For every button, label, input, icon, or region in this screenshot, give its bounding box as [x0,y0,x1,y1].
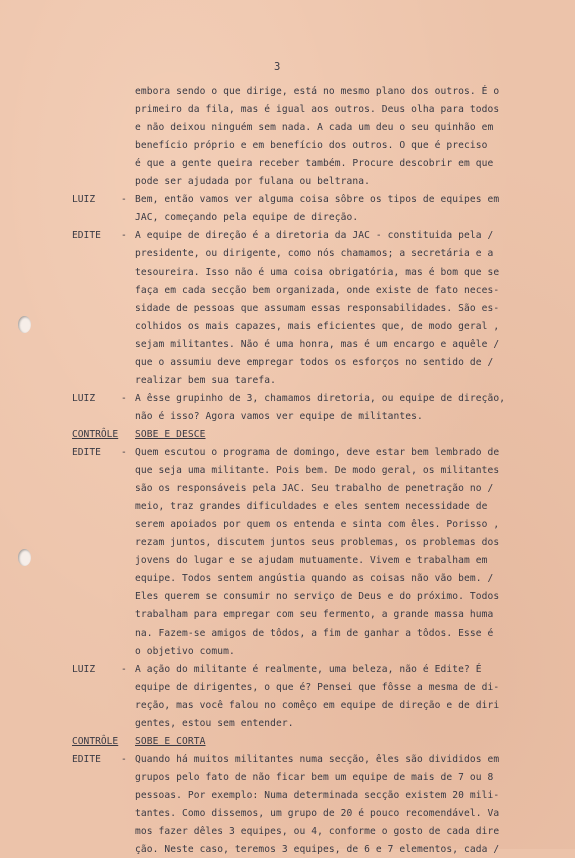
speaker-dash: - [121,194,127,205]
dialogue-line: embora sendo o que dirige, está no mesmo plano dos outros. É o [135,86,500,97]
dialogue-line: grupos pelo fato de não ficar bem um equipe de mais de 7 ou 8 [135,772,494,783]
stage-direction-label: CONTRÔLE [72,736,119,747]
dialogue-line: primeiro da fila, mas é igual aos outros. Deus olha para todos [135,104,500,115]
dialogue-line: Eles querem se consumir no serviço de Deus e do próximo. Todos [135,591,500,602]
speaker-label: LUIZ [72,393,96,404]
dialogue-line: trabalham para empregar com seu fermento, a grande massa huma [135,609,494,620]
dialogue-line: sejam militantes. Não é uma honra, mas é um encargo e aquêle / [135,339,500,350]
dialogue-line: meio, traz grandes dificuldades e eles sentem necessidade de [135,501,488,512]
dialogue-line: gentes, estou sem entender. [135,718,294,729]
dialogue-line: pode ser ajudada por fulana ou beltrana. [135,176,371,187]
speaker-label: EDITE [72,230,101,241]
punch-hole [18,549,31,566]
dialogue-line: A equipe de direção é a diretoria da JAC - constituida pela / [135,230,494,241]
dialogue-line: o objetivo comum. [135,646,235,657]
dialogue-line: tantes. Como dissemos, um grupo de 20 é pouco recomendável. Va [135,808,500,819]
dialogue-line: jovens do lugar e se ajudam mutuamente. Vivem e trabalham em [135,555,488,566]
speaker-dash: - [121,754,127,765]
dialogue-line: e não deixou ninguém sem nada. A cada um deu o seu quinhão em [135,122,494,133]
dialogue-line: A ação do militante é realmente, uma beleza, não é Edite? É [135,664,482,675]
dialogue-line: não é isso? Agora vamos ver equipe de militantes. [135,411,423,422]
speaker-label: EDITE [72,754,101,765]
dialogue-line: são os responsáveis pela JAC. Seu trabalho de penetração no / [135,483,494,494]
dialogue-line: presidente, ou dirigente, como nós chamamos; a secretária e a [135,248,494,259]
speaker-label: LUIZ [72,664,96,675]
dialogue-line: que seja uma militante. Pois bem. De modo geral, os militantes [135,465,500,476]
dialogue-line: equipe. Todos sentem angústia quando as coisas não vão bem. / [135,573,494,584]
punch-hole [18,316,31,333]
dialogue-line: ção. Neste caso, teremos 3 equipes, de 6 e 7 elementos, cada / [135,844,500,855]
dialogue-line: tesoureira. Isso não é uma coisa obrigatória, mas é bom que se [135,267,500,278]
speaker-dash: - [121,664,127,675]
dialogue-line: colhidos os mais capazes, mais eficientes que, de modo geral , [135,321,500,332]
dialogue-line: reção, mas você falou no comêço em equipe de direção e de diri [135,700,500,711]
dialogue-line: é que a gente queira receber também. Procure descobrir em que [135,158,494,169]
dialogue-line: rezam juntos, discutem juntos seus problemas, os problemas dos [135,537,500,548]
dialogue-line: pessoas. Por exemplo: Numa determinada secção existem 20 mili- [135,790,500,801]
dialogue-line: sidade de pessoas que assumam essas responsabilidades. São es- [135,303,500,314]
dialogue-line: Quem escutou o programa de domingo, deve estar bem lembrado de [135,447,500,458]
dialogue-line: Bem, então vamos ver alguma coisa sôbre os tipos de equipes em [135,194,500,205]
dialogue-line: Quando há muitos militantes numa secção, êles são divididos em [135,754,500,765]
dialogue-line: mos fazer dêles 3 equipes, ou 4, conforme o gosto de cada dire [135,826,500,837]
speaker-dash: - [121,230,127,241]
dialogue-line: que o assumiu deve empregar todos os esforços no sentido de / [135,357,494,368]
stage-direction-label: CONTRÔLE [72,429,119,440]
speaker-dash: - [121,393,127,404]
dialogue-line: equipe de dirigentes, o que é? Pensei que fôsse a mesma de di- [135,682,500,693]
dialogue-line: A êsse grupinho de 3, chamamos diretoria, ou equipe de direção, [135,393,506,404]
stage-direction-text: SOBE E CORTA [135,736,206,747]
speaker-dash: - [121,447,127,458]
stage-direction-text: SOBE E DESCE [135,429,206,440]
speaker-label: EDITE [72,447,101,458]
speaker-label: LUIZ [72,194,96,205]
dialogue-line: na. Fazem-se amigos de tôdos, a fim de ganhar a tôdos. Esse é [135,628,494,639]
dialogue-line: realizar bem sua tarefa. [135,375,277,386]
dialogue-line: faça em cada secção bem organizada, onde existe de fato neces- [135,285,500,296]
page-number: 3 [274,61,281,73]
dialogue-line: JAC, começando pela equipe de direção. [135,212,359,223]
dialogue-line: serem apoiados por quem os entenda e sinta com êles. Porisso , [135,519,500,530]
dialogue-line: benefício próprio e em benefício dos outros. O que é preciso [135,140,488,151]
